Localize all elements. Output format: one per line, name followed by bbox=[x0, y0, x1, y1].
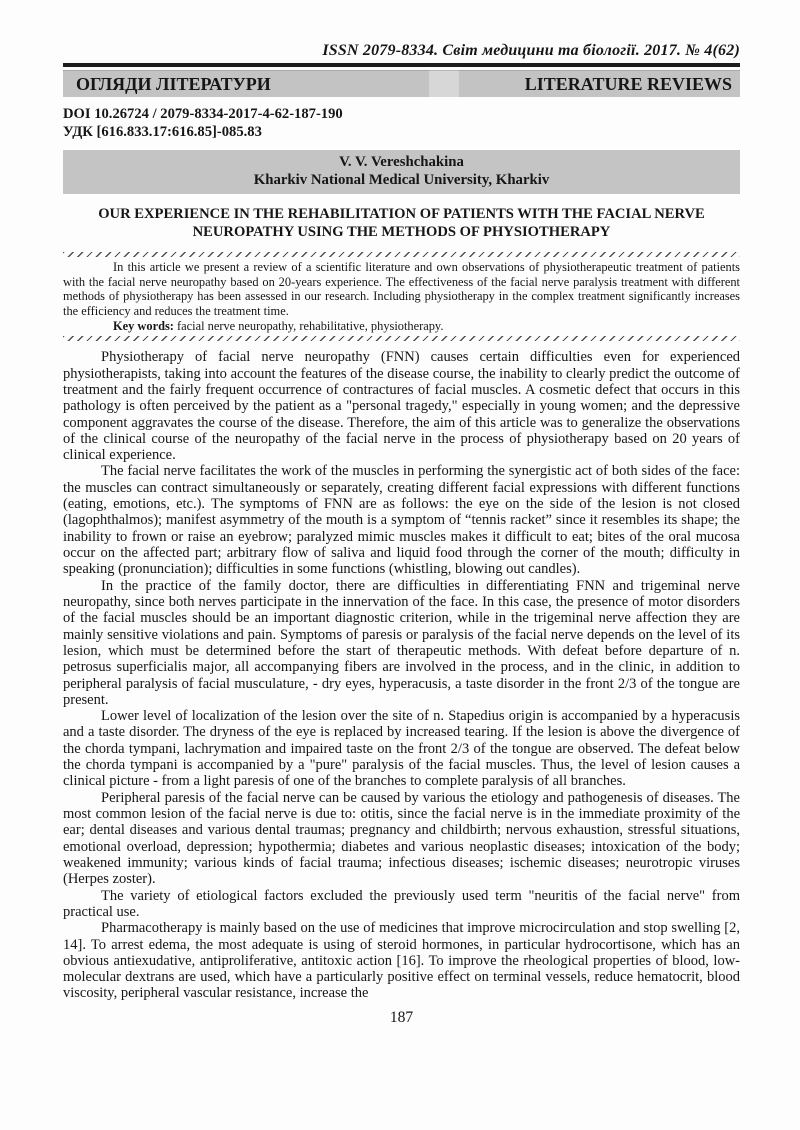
body-paragraph-1: Physiotherapy of facial nerve neuropathy (FNN) causes certain difficulties even for experienced physiotherapists, taking into account the features of the disease course, the inability to clearly predict the outcome of treatment and the fairly frequent occurrence of contractures of facial muscles. A cosmetic defect that occurs in this pathology is often perceived by the patient as a "personal tragedy," especially in young women; and the depressive component aggravates the course of the disease. Therefore, the aim of this article was to generalize the observations of the clinical course of the neuropathy of the facial nerve in the process of physiotherapy based on 20 years of clinical experience. bbox=[63, 349, 740, 464]
section-bar bbox=[63, 70, 740, 97]
hatch-rule-top bbox=[63, 252, 740, 257]
author-affiliation: Kharkiv National Medical University, Kharkiv bbox=[253, 172, 550, 189]
author-banner bbox=[63, 150, 740, 194]
section-title-ukrainian: ОГЛЯДИ ЛІТЕРАТУРИ bbox=[63, 70, 429, 97]
body-paragraph-7: Pharmacotherapy is mainly based on the use of medicines that improve microcirculation and stop swelling [2, 14]. To arrest edema, the most adequate is using of steroid hormones, in particular hydrocortisone, which has an obvious antiexudative, antiproliferative, antitoxic action [16]. To improve the rheological properties of blood, low-molecular dextrans are used, which have a particularly positive effect on terminal vessels, reduce hematocrit, blood viscosity, peripheral vascular resistance, increase the bbox=[63, 920, 740, 1002]
udc-line: УДК [616.833.17:616.85]-085.83 bbox=[63, 123, 262, 140]
journal-issn-line: ISSN 2079-8334. Світ медицини та біології. 2017. № 4(62) bbox=[322, 42, 740, 59]
author-name: V. V. Vereshchakina bbox=[339, 153, 464, 170]
abstract-block bbox=[63, 252, 740, 341]
article-title: OUR EXPERIENCE IN THE REHABILITATION OF PATIENTS WITH THE FACIAL NERVE NEUROPATHY USING THE METHODS OF PHYSIOTHERAPY bbox=[98, 205, 705, 241]
keywords-label: Key words: bbox=[113, 318, 174, 333]
keywords-line bbox=[63, 319, 740, 334]
body-paragraph-5: Peripheral paresis of the facial nerve can be caused by various the etiology and pathogenesis of diseases. The most common lesion of the facial nerve is due to: otitis, since the facial nerve is in the immediate proximity of the ear; dental diseases and various dental traumas; pregnancy and childbirth; nervous exhaustion, stressful situations, emotional overload, depression; hypothermia; diabetes and various neoplastic diseases; intoxication of the body; weakened immunity; various kinds of facial trauma; infectious diseases; ischemic diseases; neurotropic viruses (Herpes zoster). bbox=[63, 789, 740, 888]
body-paragraph-3: In the practice of the family doctor, there are difficulties in differentiating FNN and trigeminal nerve neuropathy, since both nerves participate in the innervation of the face. In this case, the presence of motor disorders of the facial muscles should be an important diagnostic criterion, while in the trigeminal nerve affection they are mainly sensitive violations and pain. Symptoms of paresis or paralysis of the facial nerve depends on the level of its lesion, which must be determined before the start of therapeutic methods. With defeat before departure of n. petrosus superficialis major, all accompanying fibers are involved in the process, and in the clinic, in addition to peripheral paralysis of facial musculature, - dry eyes, hyperacusis, a taste disorder in the front 2/3 of the tongue are present. bbox=[63, 577, 740, 708]
page-number: 187 bbox=[389, 1008, 414, 1026]
section-bar-divider bbox=[429, 70, 459, 97]
body-paragraph-4: Lower level of localization of the lesion over the site of n. Stapedius origin is accompanied by a hyperacusis and a taste disorder. The dryness of the eye is replaced by increased tearing. If the lesion is above the divergence of the chorda tympani, lachrymation and impaired taste on the front 2/3 of the tongue are observed. The defeat below the chorda tympani is accompanied by a "pure" paralysis of the facial muscles. Thus, the level of lesion causes a clinical picture - from a light paresis of one of the branches to complete paralysis of all branches. bbox=[63, 708, 740, 790]
keywords-text: facial nerve neuropathy, rehabilitative, physiotherapy. bbox=[173, 318, 444, 333]
article-body bbox=[63, 349, 740, 1002]
doi-line: DOI 10.26724 / 2079-8334-2017-4-62-187-190 bbox=[63, 106, 343, 123]
header-double-rule bbox=[63, 63, 740, 67]
section-title-english: LITERATURE REVIEWS bbox=[459, 70, 740, 97]
hatch-rule-bottom bbox=[63, 336, 740, 341]
body-paragraph-2: The facial nerve facilitates the work of the muscles in performing the synergistic act of both sides of the face: the muscles can contract simultaneously or separately, creating different facial expressions with different functions (eating, emotions, etc.). The symptoms of FNN are as follows: the eye on the side of the lesion is not closed (lagophthalmos); manifest asymmetry of the mouth is a symptom of “tennis racket” since it resembles its shape; the inability to frown or raise an eyebrow; paralyzed mimic muscles makes it difficult to eat; bites of the oral mucosa occur on the affected part; arbitrary flow of saliva and liquid food through the corner of the mouth; difficulty in speaking (pronunciation); difficulties in some functions (whistling, blowing out candles). bbox=[63, 463, 740, 578]
abstract-text: In this article we present a review of a scientific literature and own observations of physiotherapeutic treatment of patients with the facial nerve neuropathy based on 20-years experience. The effectiveness of the facial nerve paralysis treatment with different methods of physiotherapy has been assessed in our research. Including physiotherapy in the complex treatment significantly increases the efficiency and reduces the treatment time. bbox=[63, 260, 740, 319]
body-paragraph-6: The variety of etiological factors excluded the previously used term "neuritis of the facial nerve" from practical use. bbox=[63, 887, 740, 920]
